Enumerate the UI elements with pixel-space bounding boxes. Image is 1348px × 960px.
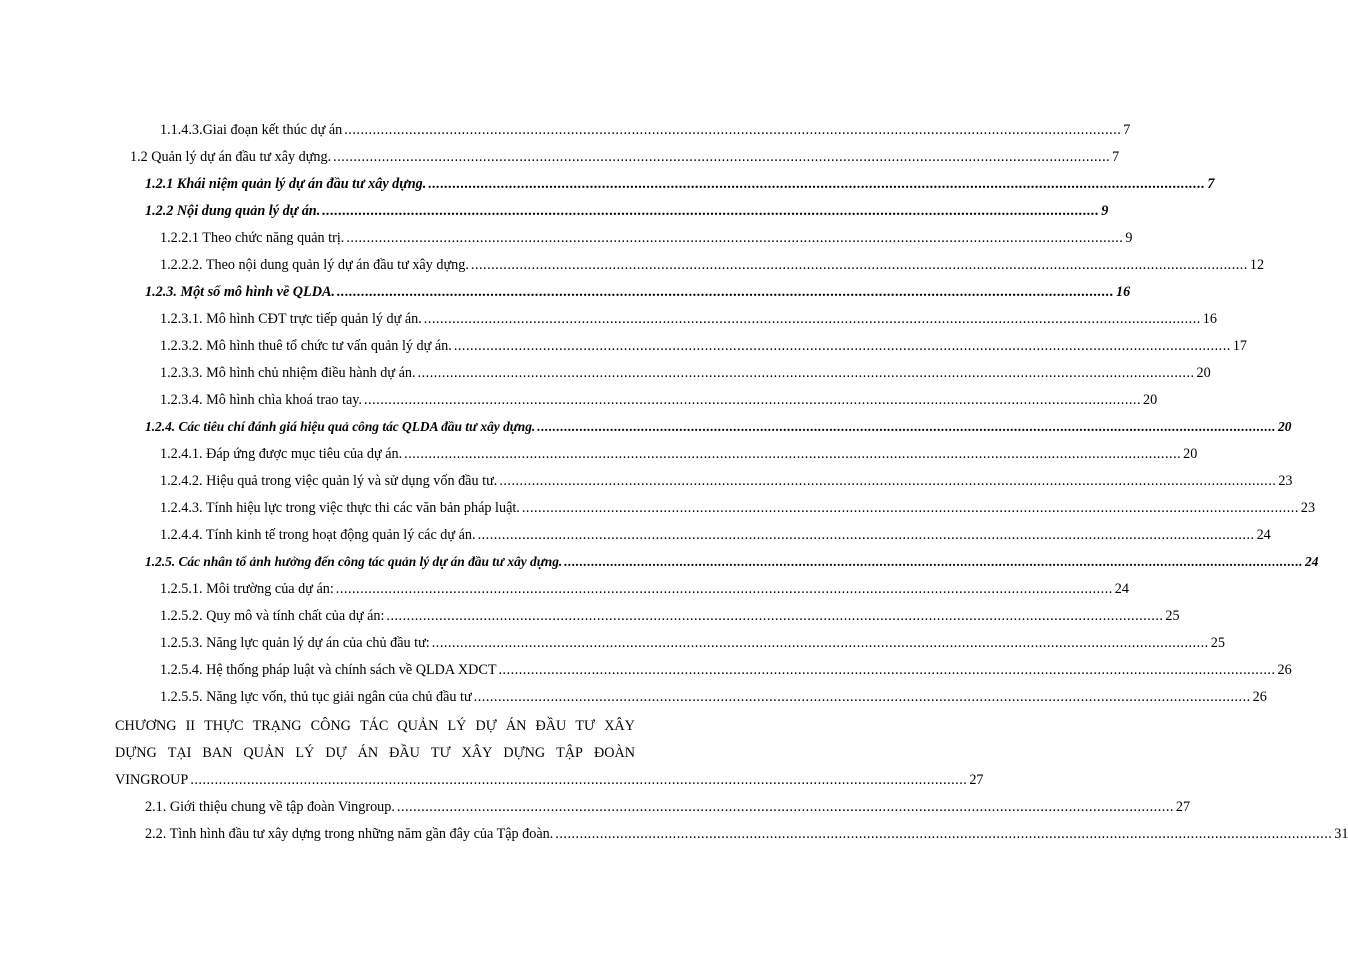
toc-entry-label: 1.2.5. Các nhân tố ảnh hưởng đến công tác quản lý dự án đầu tư xây dựng. (145, 554, 563, 569)
toc-entry-label: 1.2.5.1. Môi trường của dự án: (160, 581, 334, 597)
toc-entry[interactable] (145, 279, 1131, 305)
toc-entry[interactable] (160, 468, 1293, 494)
dot-leader: ................................................................................................................................................................................................ (423, 311, 1201, 327)
dot-leader: ................................................................................................................................................................................................ (498, 662, 1276, 678)
dot-leader: ................................................................................................................................................................................................ (521, 500, 1299, 516)
chapter-word: TẠI (167, 745, 192, 761)
dot-leader: ................................................................................................................................................................................................ (417, 365, 1195, 381)
toc-entry[interactable] (160, 441, 1198, 467)
chapter-word: CÔNG (310, 718, 351, 734)
chapter-word: DỰ (475, 718, 497, 734)
chapter-word: LÝ (295, 745, 315, 761)
chapter-word: ĐOÀN (593, 745, 635, 761)
toc-page-number: 9 (1125, 230, 1133, 246)
toc-page-number: 12 (1249, 257, 1265, 273)
toc-page-number: 20 (1278, 419, 1292, 434)
chapter-word: ĐẦU (389, 745, 420, 761)
toc-page-number: 20 (1196, 365, 1211, 381)
toc-entry[interactable] (160, 387, 1158, 413)
toc-page-number: 27 (969, 772, 984, 788)
toc-entry-label: 1.2 Quản lý dự án đầu tư xây dựng. (130, 149, 332, 165)
toc-entry-label: 1.2.3. Một số mô hình về QLDA. (145, 284, 335, 300)
toc-entry-label: 1.2.1 Khái niệm quản lý dự án đầu tư xây dựng. (145, 176, 427, 192)
toc-chapter-entry[interactable] (115, 713, 984, 793)
toc-page-number: 17 (1232, 338, 1247, 354)
chapter-word: II (185, 718, 196, 734)
dot-leader: ................................................................................................................................................................................................ (364, 392, 1141, 408)
chapter-word: DỰNG (503, 745, 546, 761)
toc-page-number: 23 (1300, 500, 1316, 516)
toc-entry-label: 1.2.4.1. Đáp ứng được mục tiêu của dự án. (160, 446, 403, 462)
toc-entry-label: 2.1. Giới thiệu chung về tập đoàn Vingroup. (145, 799, 395, 815)
toc-page-number: 7 (1112, 149, 1120, 165)
chapter-word: BAN (202, 745, 233, 761)
toc-entry[interactable] (160, 522, 1271, 548)
toc-entry-label: 1.2.3.2. Mô hình thuê tổ chức tư vấn quản lý dự án. (160, 338, 452, 354)
toc-entry[interactable] (160, 225, 1133, 251)
toc-page-number: 26 (1252, 689, 1267, 705)
toc-entry[interactable] (130, 144, 1120, 170)
chapter-word: TƯ (430, 745, 451, 761)
toc-entry[interactable] (145, 549, 1319, 575)
toc-page-number: 20 (1143, 392, 1158, 408)
toc-page-number: 20 (1183, 446, 1198, 462)
toc-entry-label: 1.2.5.3. Năng lực quản lý dự án của chủ đầu tư: (160, 635, 430, 651)
dot-leader: ................................................................................................................................................................................................ (470, 257, 1248, 273)
dot-leader: ................................................................................................................................................................................................ (336, 284, 1114, 300)
dot-leader: ................................................................................................................................................................................................ (499, 473, 1277, 489)
toc-entry[interactable] (160, 495, 1316, 521)
dot-leader: ................................................................................................................................................................................................ (537, 419, 1277, 434)
toc-entry-label: 1.2.3.4. Mô hình chìa khoá trao tay. (160, 392, 362, 408)
chapter-word: DỰ (325, 745, 347, 761)
chapter-word: LÝ (447, 718, 467, 734)
toc-page-number: 9 (1101, 203, 1109, 219)
toc-entry-label: 1.2.2.1 Theo chức năng quản trị. (160, 230, 345, 246)
toc-page-number: 25 (1210, 635, 1225, 651)
toc-entry-label: 1.2.4.4. Tính kinh tế trong hoạt động quản lý các dự án. (160, 527, 476, 543)
dot-leader: ................................................................................................................................................................................................ (190, 772, 968, 788)
toc-entry-label: 1.2.4. Các tiêu chí đánh giá hiệu quả công tác QLDA đầu tư xây dựng. (145, 419, 536, 434)
toc-entry-label: 1.2.3.1. Mô hình CĐT trực tiếp quản lý dự án. (160, 311, 422, 327)
chapter-word: DỰNG (115, 745, 157, 761)
toc-entry-label: 1.2.2 Nội dung quản lý dự án. (145, 203, 321, 219)
toc-entry[interactable] (160, 684, 1267, 710)
chapter-word: VINGROUP (115, 772, 189, 788)
toc-entry[interactable] (160, 306, 1217, 332)
toc-page-number: 24 (1114, 581, 1129, 597)
toc-page-number: 16 (1115, 284, 1131, 300)
dot-leader: ................................................................................................................................................................................................ (404, 446, 1182, 462)
chapter-line-3 (115, 767, 984, 793)
toc-entry[interactable] (160, 117, 1131, 143)
dot-leader: ................................................................................................................................................................................................ (335, 581, 1113, 597)
toc-entry[interactable] (145, 794, 1191, 820)
toc-entry-label: 1.1.4.3.Giai đoạn kết thúc dự án (160, 122, 343, 138)
chapter-word: ĐẦU (535, 718, 567, 734)
toc-page-number: 31 (1334, 826, 1348, 842)
toc-entry-label: 1.2.5.5. Năng lực vốn, thủ tục giải ngân của chủ đầu tư (160, 689, 472, 705)
chapter-word: TẬP (556, 745, 583, 761)
toc-page-number: 7 (1123, 122, 1131, 138)
toc-entry[interactable] (160, 360, 1211, 386)
dot-leader: ................................................................................................................................................................................................ (346, 230, 1124, 246)
toc-entry-label: 1.2.5.4. Hệ thống pháp luật và chính sách về QLDA XDCT (160, 662, 497, 678)
toc-entry-label: 1.2.4.3. Tính hiệu lực trong việc thực thi các văn bản pháp luật. (160, 500, 520, 516)
toc-entry[interactable] (145, 171, 1215, 197)
dot-leader: ................................................................................................................................................................................................ (477, 527, 1255, 543)
toc-page-number: 7 (1207, 176, 1215, 192)
toc-entry[interactable] (145, 821, 1348, 847)
chapter-word: THỰC (204, 718, 244, 734)
dot-leader: ................................................................................................................................................................................................ (564, 554, 1304, 569)
toc-entry-label: 1.2.4.2. Hiệu quả trong việc quản lý và sử dụng vốn đầu tư. (160, 473, 498, 489)
toc-entry[interactable] (160, 333, 1247, 359)
toc-entry[interactable] (160, 252, 1265, 278)
dot-leader: ................................................................................................................................................................................................ (555, 826, 1333, 842)
chapter-line-1 (115, 713, 635, 739)
toc-entry-label: 1.2.3.3. Mô hình chủ nhiệm điều hành dự án. (160, 365, 416, 381)
toc-entry[interactable] (160, 603, 1180, 629)
toc-entry[interactable] (160, 630, 1225, 656)
toc-entry[interactable] (145, 414, 1292, 440)
toc-page-number: 16 (1202, 311, 1217, 327)
dot-leader: ................................................................................................................................................................................................ (322, 203, 1100, 219)
dot-leader: ................................................................................................................................................................................................ (333, 149, 1111, 165)
toc-page-number: 26 (1277, 662, 1292, 678)
toc-entry[interactable] (145, 198, 1109, 224)
chapter-word: ÁN (505, 718, 527, 734)
dot-leader: ................................................................................................................................................................................................ (473, 689, 1251, 705)
toc-entry[interactable] (160, 576, 1129, 602)
chapter-word: QUẢN (397, 718, 439, 734)
dot-leader: ................................................................................................................................................................................................ (396, 799, 1174, 815)
toc-page-number: 25 (1165, 608, 1180, 624)
toc-entry-label: 1.2.2.2. Theo nội dung quản lý dự án đầu tư xây dựng. (160, 257, 469, 273)
chapter-word: TƯ (575, 718, 596, 734)
chapter-word: CHƯƠNG (115, 718, 177, 734)
chapter-word: ÁN (357, 745, 379, 761)
chapter-word: TRẠNG (252, 718, 302, 734)
dot-leader: ................................................................................................................................................................................................ (386, 608, 1164, 624)
toc-entry-label: 1.2.5.2. Quy mô và tính chất của dự án: (160, 608, 385, 624)
dot-leader: ................................................................................................................................................................................................ (453, 338, 1231, 354)
dot-leader: ................................................................................................................................................................................................ (428, 176, 1206, 192)
toc-page-number: 24 (1305, 554, 1319, 569)
chapter-word: TÁC (359, 718, 389, 734)
chapter-word: XÂY (604, 718, 635, 734)
chapter-word: QUẢN (243, 745, 285, 761)
toc-page-number: 27 (1175, 799, 1191, 815)
dot-leader: ................................................................................................................................................................................................ (431, 635, 1209, 651)
toc-entry[interactable] (160, 657, 1292, 683)
toc-entry-label: 2.2. Tình hình đầu tư xây dựng trong những năm gần đây của Tập đoàn. (145, 826, 554, 842)
chapter-line-2 (115, 740, 635, 766)
toc-page-number: 23 (1278, 473, 1293, 489)
chapter-word: XÂY (461, 745, 493, 761)
dot-leader: ................................................................................................................................................................................................ (344, 122, 1122, 138)
toc-page-number: 24 (1256, 527, 1271, 543)
